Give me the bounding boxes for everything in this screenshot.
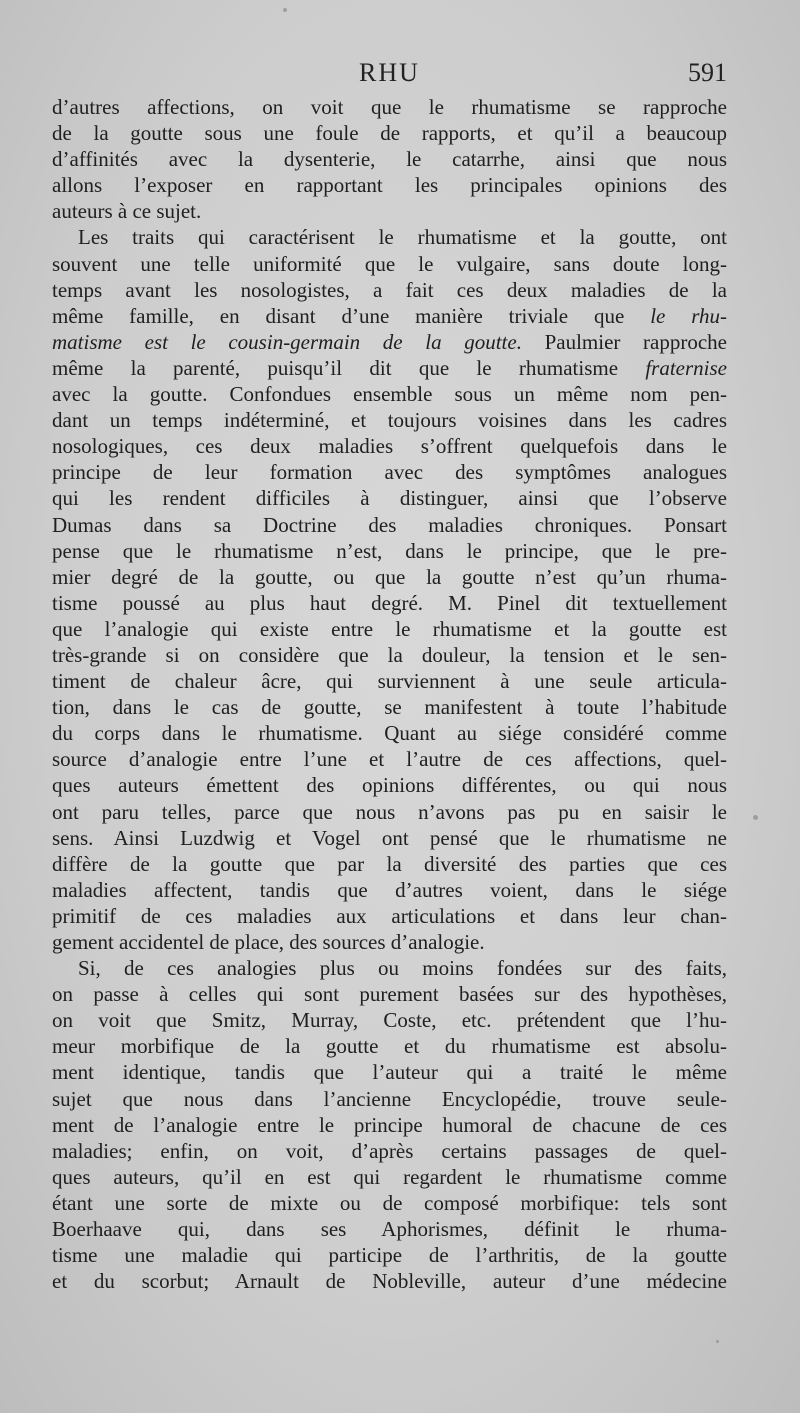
- text-line: principe de leur formation avec des symptômes analogues: [52, 460, 727, 485]
- running-header: [52, 58, 727, 92]
- text-line: que l’analogie qui existe entre le rhumatisme et la goutte est: [52, 616, 727, 641]
- text-line: et du scorbut; Arnault de Nobleville, auteur d’une médecine: [52, 1269, 727, 1294]
- text-line: Les traits qui caractérisent le rhumatisme et la goutte, ont: [78, 225, 727, 250]
- text-line: étant une sorte de mixte ou de composé morbifique: tels sont: [52, 1190, 727, 1215]
- body-text: [52, 94, 727, 1294]
- paper-speck: [716, 1340, 719, 1343]
- text-line: souvent une telle uniformité que le vulgaire, sans doute long-: [52, 251, 727, 276]
- text-line: dant un temps indéterminé, et toujours voisines dans les cadres: [52, 408, 727, 433]
- text-line: tisme une maladie qui participe de l’arthritis, de la goutte: [52, 1243, 727, 1268]
- text-line: [52, 355, 727, 381]
- text-line: meur morbifique de la goutte et du rhumatisme est absolu-: [52, 1034, 727, 1059]
- text-line: ment de l’analogie entre le principe humoral de chacune de ces: [52, 1112, 727, 1137]
- text-segment: même la parenté, puisqu’il dit que le rhumatisme: [52, 355, 646, 380]
- text-line: tion, dans le cas de goutte, se manifestent à toute l’habitude: [52, 695, 727, 720]
- text-line: maladies; enfin, on voit, d’après certains passages de quel-: [52, 1138, 727, 1163]
- text-line: mier degré de la goutte, ou que la goutte n’est qu’un rhuma-: [52, 564, 727, 589]
- text-line: [52, 303, 727, 329]
- text-line: Si, de ces analogies plus ou moins fondées sur des faits,: [78, 956, 727, 981]
- italic-phrase: fraternise: [645, 355, 727, 380]
- text-line: maladies affectent, tandis que d’autres voient, dans le siége: [52, 877, 727, 902]
- text-line: Dumas dans sa Doctrine des maladies chroniques. Ponsart: [52, 512, 727, 537]
- paper-speck: [283, 8, 287, 12]
- text-segment: Paulmier rapproche: [521, 329, 727, 354]
- text-line: pense que le rhumatisme n’est, dans le principe, que le pre-: [52, 538, 727, 563]
- text-segment: même famille, en disant d’une manière triviale que: [52, 303, 651, 328]
- text-line: [52, 329, 727, 355]
- text-line: ques auteurs, qu’il en est qui regardent le rhumatisme comme: [52, 1164, 727, 1189]
- text-line: on passe à celles qui sont purement basées sur des hypothèses,: [52, 982, 727, 1007]
- text-line: avec la goutte. Confondues ensemble sous un même nom pen-: [52, 382, 727, 407]
- text-line: d’autres affections, on voit que le rhumatisme se rapproche: [52, 95, 727, 119]
- italic-phrase: le rhu-: [650, 303, 727, 328]
- text-line: très-grande si on considère que la douleur, la tension et le sen-: [52, 642, 727, 667]
- text-line: temps avant les nosologistes, a fait ces deux maladies de la: [52, 277, 727, 302]
- text-line: ques auteurs émettent des opinions différentes, ou qui nous: [52, 773, 727, 798]
- text-line: d’affinités avec la dysenterie, le catarrhe, ainsi que nous: [52, 147, 727, 172]
- text-line: diffère de la goutte que par la diversité des parties que ces: [52, 851, 727, 876]
- text-line: ont paru telles, parce que nous n’avons pas pu en saisir le: [52, 799, 727, 824]
- text-line: timent de chaleur âcre, qui surviennent à une seule articula-: [52, 669, 727, 694]
- text-line: qui les rendent difficiles à distinguer, ainsi que l’observe: [52, 486, 727, 511]
- text-line: du corps dans le rhumatisme. Quant au siége considéré comme: [52, 721, 727, 746]
- text-line: tisme poussé au plus haut degré. M. Pinel dit textuellement: [52, 590, 727, 615]
- text-line: ment identique, tandis que l’auteur qui a traité le même: [52, 1060, 727, 1085]
- text-line: nosologiques, ces deux maladies s’offrent quelquefois dans le: [52, 434, 727, 459]
- text-line: Boerhaave qui, dans ses Aphorismes, définit le rhuma-: [52, 1217, 727, 1242]
- running-title: RHU: [359, 58, 420, 87]
- text-line: primitif de ces maladies aux articulations et dans leur chan-: [52, 903, 727, 928]
- text-line: auteurs à ce sujet.: [52, 199, 202, 224]
- paper-speck: [753, 815, 758, 820]
- italic-phrase: matisme est le cousin-germain de la goutte.: [52, 329, 522, 354]
- text-line: de la goutte sous une foule de rapports, et qu’il a beaucoup: [52, 121, 727, 146]
- text-line: source d’analogie entre l’une et l’autre de ces affections, quel-: [52, 747, 727, 772]
- page-number: 591: [688, 58, 727, 87]
- text-line: on voit que Smitz, Murray, Coste, etc. prétendent que l’hu-: [52, 1008, 727, 1033]
- text-line: gement accidentel de place, des sources d’analogie.: [52, 930, 485, 954]
- text-line: sujet que nous dans l’ancienne Encyclopédie, trouve seule-: [52, 1086, 727, 1111]
- text-line: sens. Ainsi Luzdwig et Vogel ont pensé que le rhumatisme ne: [52, 825, 727, 850]
- text-line: allons l’exposer en rapportant les principales opinions des: [52, 173, 727, 198]
